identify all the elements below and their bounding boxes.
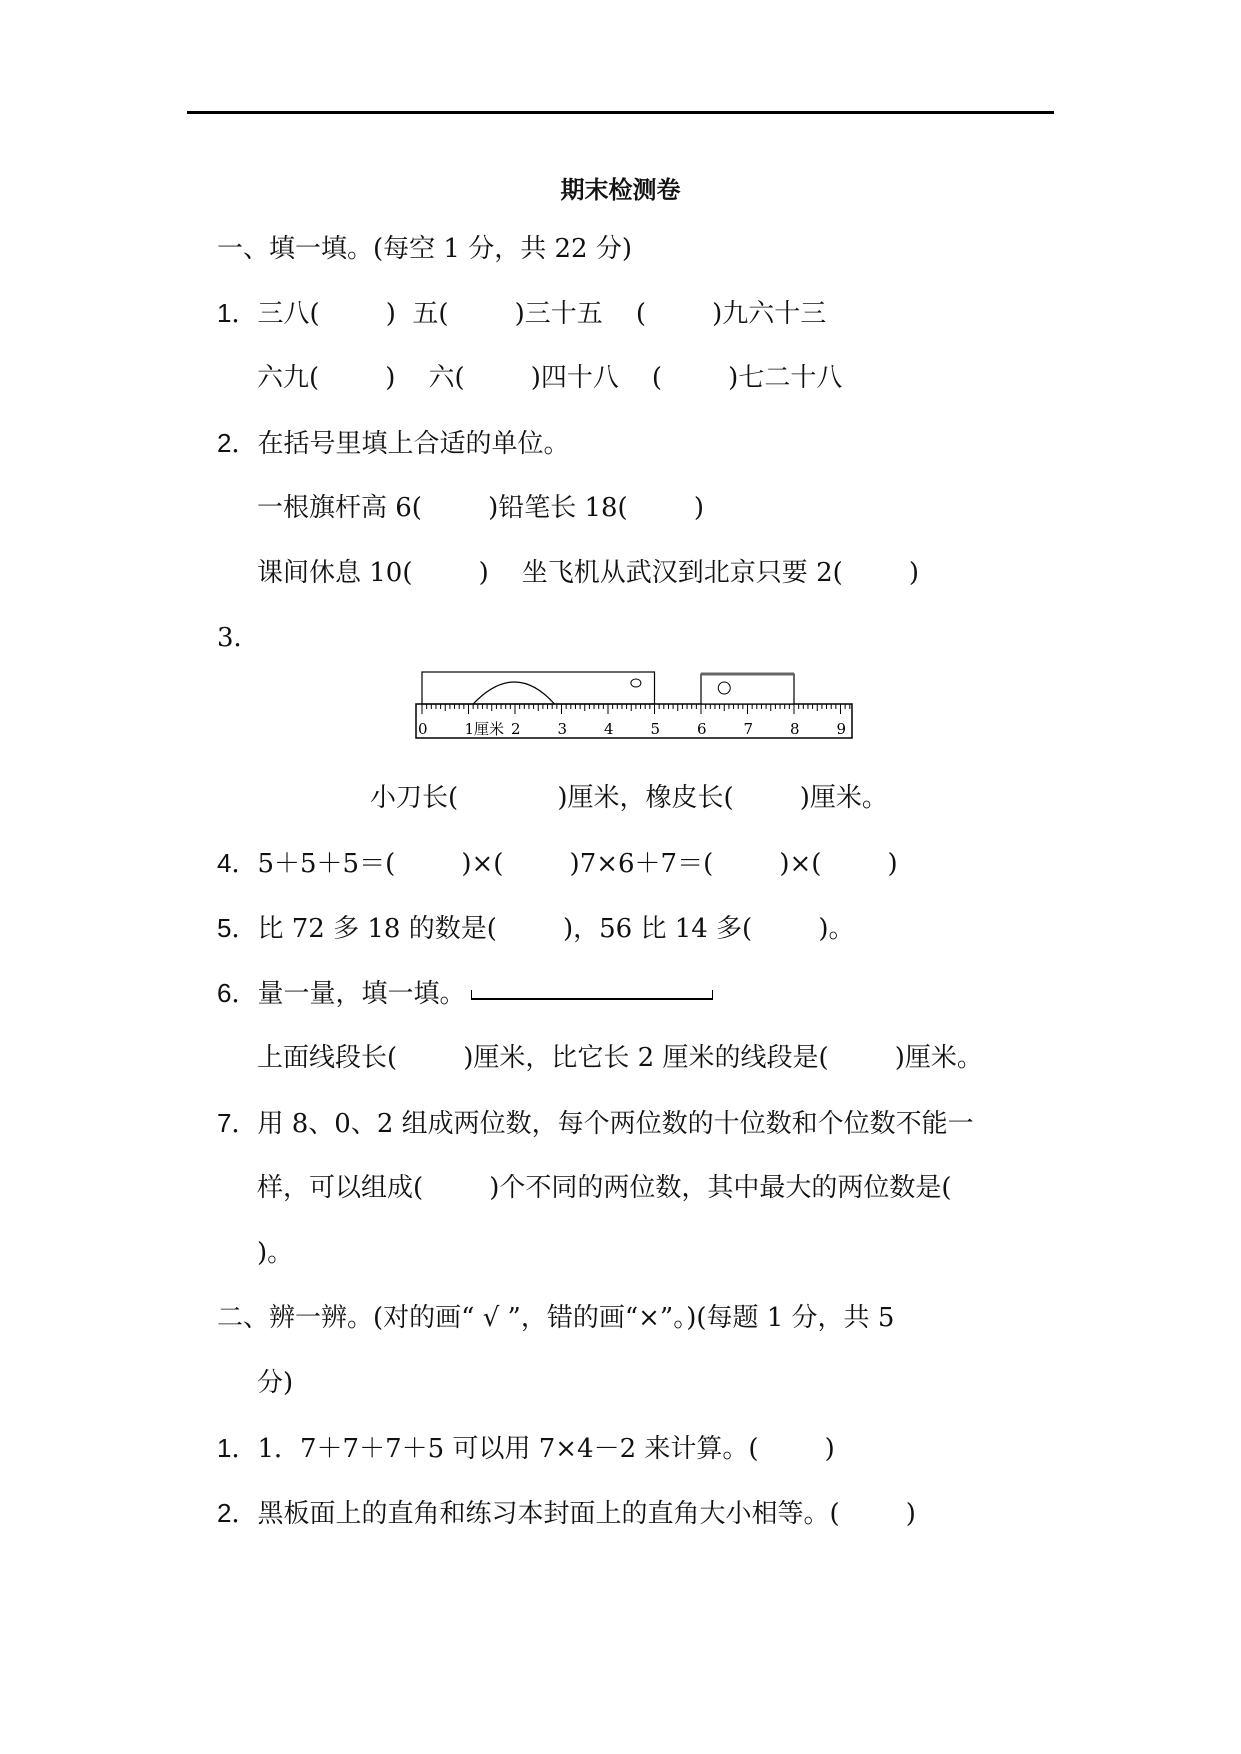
q6-line2: 上面线段长( )厘米，比它长 2 厘米的线段是( )厘米。: [257, 1043, 983, 1073]
q6-prompt: 量一量，填一填。: [257, 979, 466, 1009]
q5-line: [217, 912, 854, 945]
page-title: 期末检测卷: [560, 176, 681, 204]
section2-heading: 二、辨一辨。(对的画“ √ ”，错的画“×”。)(每题 1 分，共 5: [217, 1303, 895, 1333]
ruler-svg: [414, 664, 864, 744]
q1-line1: [217, 297, 826, 330]
s2-q2-text: 黑板面上的直角和练习本封面上的直角大小相等。( ): [257, 1499, 916, 1529]
q7-number: 7．: [217, 1108, 258, 1138]
q5-number: 5．: [217, 913, 258, 943]
knife-arc: [473, 682, 554, 704]
ruler-label: 0: [418, 720, 428, 738]
s2-q1-line: [217, 1432, 835, 1465]
q6-line1: [217, 977, 713, 1010]
ruler-label: 5: [650, 720, 661, 738]
ruler-label: 6: [697, 720, 707, 738]
ruler-label: 2: [511, 720, 521, 738]
s2-q2-line: [217, 1497, 916, 1530]
q1-line2: 六九( ) 六( )四十八 ( )七二十八: [257, 363, 843, 393]
q7-line1: [217, 1107, 974, 1140]
knife-outline: [422, 672, 655, 704]
ruler-label: 1厘米: [464, 720, 505, 738]
q4-text: 5＋5＋5＝( )×( )7×6＋7＝( )×( ): [257, 849, 898, 879]
q4-line: [217, 847, 898, 880]
q1-text: 三八( ) 五( )三十五 ( )九六十三: [257, 299, 827, 329]
ruler-label: 7: [743, 720, 754, 738]
q1-number: 1．: [217, 298, 258, 328]
knife-hole: [631, 679, 641, 687]
eraser-outline: [701, 674, 794, 704]
q3-answer: 小刀长( )厘米，橡皮长( )厘米。: [370, 783, 888, 813]
ruler-label: 8: [790, 720, 800, 738]
ruler-figure: [414, 664, 864, 744]
ruler-label: 4: [604, 720, 614, 738]
q7-text: 用 8、0、2 组成两位数，每个两位数的十位数和个位数不能一: [257, 1109, 974, 1139]
s2-q1-number: 1．: [217, 1433, 258, 1463]
q5-text: 比 72 多 18 的数是( )，56 比 14 多( )。: [257, 914, 855, 944]
q2-line2: 一根旗杆高 6( )铅笔长 18( ): [257, 493, 704, 523]
q3-number: 3．: [217, 623, 260, 653]
q2-prompt: 在括号里填上合适的单位。: [257, 429, 570, 459]
measure-line-segment: [471, 990, 713, 1000]
q2-line3: 课间休息 10( ) 坐飞机从武汉到北京只要 2( ): [257, 558, 920, 588]
section2-heading-cont: 分): [257, 1368, 294, 1398]
header-rule: [187, 111, 1054, 114]
ruler-label: 9: [836, 720, 847, 738]
q2-line1: [217, 427, 569, 460]
s2-q1-text: 1．7＋7＋7＋5 可以用 7×4－2 来计算。( ): [257, 1434, 835, 1464]
q4-number: 4．: [217, 848, 258, 878]
q7-line3: )。: [257, 1238, 294, 1268]
section1-heading: 一、填一填。(每空 1 分，共 22 分): [217, 234, 632, 264]
ruler-label: 3: [557, 720, 568, 738]
q6-number: 6．: [217, 978, 258, 1008]
q2-number: 2．: [217, 428, 258, 458]
q7-line2: 样，可以组成( )个不同的两位数，其中最大的两位数是(: [257, 1173, 952, 1203]
s2-q2-number: 2．: [217, 1498, 258, 1528]
